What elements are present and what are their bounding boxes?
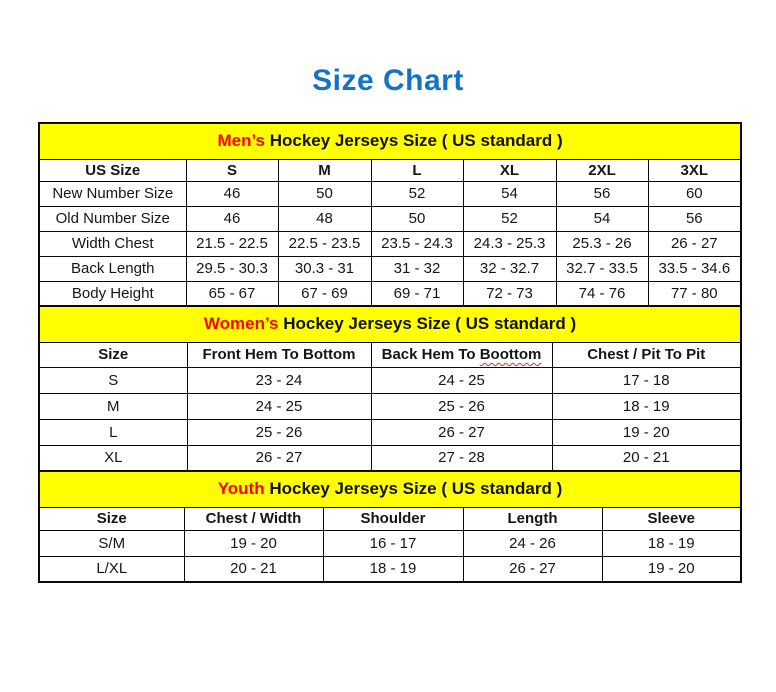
value-cell: 27 - 28 bbox=[371, 445, 552, 471]
value-cell: 50 bbox=[371, 206, 463, 231]
table-row bbox=[39, 419, 741, 445]
col-header: Chest / Width bbox=[184, 507, 323, 530]
row-label: S/M bbox=[39, 530, 184, 556]
value-cell: 32 - 32.7 bbox=[463, 256, 556, 281]
womens-banner-text: Hockey Jerseys Size ( US standard ) bbox=[278, 314, 577, 334]
table-row bbox=[39, 556, 741, 582]
table-row bbox=[39, 206, 741, 231]
mens-banner-highlight: Men’s bbox=[217, 131, 265, 151]
value-cell: 46 bbox=[186, 181, 278, 206]
value-cell: 25.3 - 26 bbox=[556, 231, 648, 256]
col-header: Size bbox=[39, 342, 187, 367]
value-cell: 56 bbox=[556, 181, 648, 206]
row-label: S bbox=[39, 367, 187, 393]
youth-banner-text: Hockey Jerseys Size ( US standard ) bbox=[264, 479, 563, 499]
value-cell: 23 - 24 bbox=[187, 367, 371, 393]
col-header: Sleeve bbox=[602, 507, 741, 530]
row-label: Back Length bbox=[39, 256, 186, 281]
value-cell: 20 - 21 bbox=[552, 445, 741, 471]
value-cell: 52 bbox=[463, 206, 556, 231]
womens-size-table bbox=[38, 305, 742, 472]
table-row bbox=[39, 231, 741, 256]
value-cell: 19 - 20 bbox=[184, 530, 323, 556]
mens-banner-cell bbox=[39, 123, 741, 159]
value-cell: 24 - 25 bbox=[371, 367, 552, 393]
youth-banner-cell bbox=[39, 471, 741, 507]
row-label: L/XL bbox=[39, 556, 184, 582]
value-cell: 65 - 67 bbox=[186, 281, 278, 306]
page-title: Size Chart bbox=[312, 64, 464, 97]
row-label: Width Chest bbox=[39, 231, 186, 256]
value-cell: 30.3 - 31 bbox=[278, 256, 371, 281]
col-header-misspelled bbox=[371, 342, 552, 367]
value-cell: 22.5 - 23.5 bbox=[278, 231, 371, 256]
col-header: Front Hem To Bottom bbox=[187, 342, 371, 367]
value-cell: 25 - 26 bbox=[187, 419, 371, 445]
womens-header-row bbox=[39, 342, 741, 367]
size-tables-container bbox=[38, 122, 740, 583]
value-cell: 16 - 17 bbox=[323, 530, 463, 556]
value-cell: 26 - 27 bbox=[371, 419, 552, 445]
row-label: Body Height bbox=[39, 281, 186, 306]
misspelled-word: Boottom bbox=[479, 346, 542, 363]
col-header: XL bbox=[463, 159, 556, 181]
value-cell: 31 - 32 bbox=[371, 256, 463, 281]
col-header: US Size bbox=[39, 159, 186, 181]
value-cell: 26 - 27 bbox=[187, 445, 371, 471]
col-header: Size bbox=[39, 507, 184, 530]
col-header: L bbox=[371, 159, 463, 181]
col-header: Chest / Pit To Pit bbox=[552, 342, 741, 367]
value-cell: 74 - 76 bbox=[556, 281, 648, 306]
value-cell: 32.7 - 33.5 bbox=[556, 256, 648, 281]
womens-section-banner bbox=[39, 306, 741, 342]
womens-banner-cell bbox=[39, 306, 741, 342]
value-cell: 24 - 26 bbox=[463, 530, 602, 556]
table-row bbox=[39, 530, 741, 556]
row-label: M bbox=[39, 393, 187, 419]
table-row bbox=[39, 181, 741, 206]
table-row bbox=[39, 256, 741, 281]
value-cell: 18 - 19 bbox=[552, 393, 741, 419]
youth-header-row bbox=[39, 507, 741, 530]
mens-header-row bbox=[39, 159, 741, 181]
row-label: XL bbox=[39, 445, 187, 471]
value-cell: 56 bbox=[648, 206, 741, 231]
row-label: New Number Size bbox=[39, 181, 186, 206]
value-cell: 19 - 20 bbox=[602, 556, 741, 582]
mens-banner-text: Hockey Jerseys Size ( US standard ) bbox=[265, 131, 563, 151]
value-cell: 54 bbox=[556, 206, 648, 231]
value-cell: 33.5 - 34.6 bbox=[648, 256, 741, 281]
value-cell: 29.5 - 30.3 bbox=[186, 256, 278, 281]
value-cell: 46 bbox=[186, 206, 278, 231]
value-cell: 54 bbox=[463, 181, 556, 206]
table-row bbox=[39, 281, 741, 306]
row-label: Old Number Size bbox=[39, 206, 186, 231]
col-header: Length bbox=[463, 507, 602, 530]
value-cell: 21.5 - 22.5 bbox=[186, 231, 278, 256]
col-header: 3XL bbox=[648, 159, 741, 181]
value-cell: 48 bbox=[278, 206, 371, 231]
table-row bbox=[39, 445, 741, 471]
col-header: 2XL bbox=[556, 159, 648, 181]
value-cell: 72 - 73 bbox=[463, 281, 556, 306]
value-cell: 18 - 19 bbox=[602, 530, 741, 556]
col-header: S bbox=[186, 159, 278, 181]
value-cell: 24 - 25 bbox=[187, 393, 371, 419]
value-cell: 17 - 18 bbox=[552, 367, 741, 393]
col-header: M bbox=[278, 159, 371, 181]
youth-section-banner bbox=[39, 471, 741, 507]
value-cell: 24.3 - 25.3 bbox=[463, 231, 556, 256]
value-cell: 52 bbox=[371, 181, 463, 206]
value-cell: 50 bbox=[278, 181, 371, 206]
youth-banner-highlight: Youth bbox=[217, 479, 265, 499]
value-cell: 26 - 27 bbox=[648, 231, 741, 256]
value-cell: 23.5 - 24.3 bbox=[371, 231, 463, 256]
womens-banner-highlight: Women’s bbox=[203, 314, 279, 334]
col-header: Shoulder bbox=[323, 507, 463, 530]
row-label: L bbox=[39, 419, 187, 445]
value-cell: 69 - 71 bbox=[371, 281, 463, 306]
table-row bbox=[39, 393, 741, 419]
mens-size-table bbox=[38, 122, 742, 307]
table-row bbox=[39, 367, 741, 393]
mens-section-banner bbox=[39, 123, 741, 159]
value-cell: 77 - 80 bbox=[648, 281, 741, 306]
value-cell: 18 - 19 bbox=[323, 556, 463, 582]
value-cell: 20 - 21 bbox=[184, 556, 323, 582]
value-cell: 60 bbox=[648, 181, 741, 206]
misspelled-header-prefix: Back Hem To bbox=[381, 346, 480, 363]
youth-size-table bbox=[38, 470, 742, 583]
value-cell: 25 - 26 bbox=[371, 393, 552, 419]
value-cell: 19 - 20 bbox=[552, 419, 741, 445]
value-cell: 67 - 69 bbox=[278, 281, 371, 306]
value-cell: 26 - 27 bbox=[463, 556, 602, 582]
